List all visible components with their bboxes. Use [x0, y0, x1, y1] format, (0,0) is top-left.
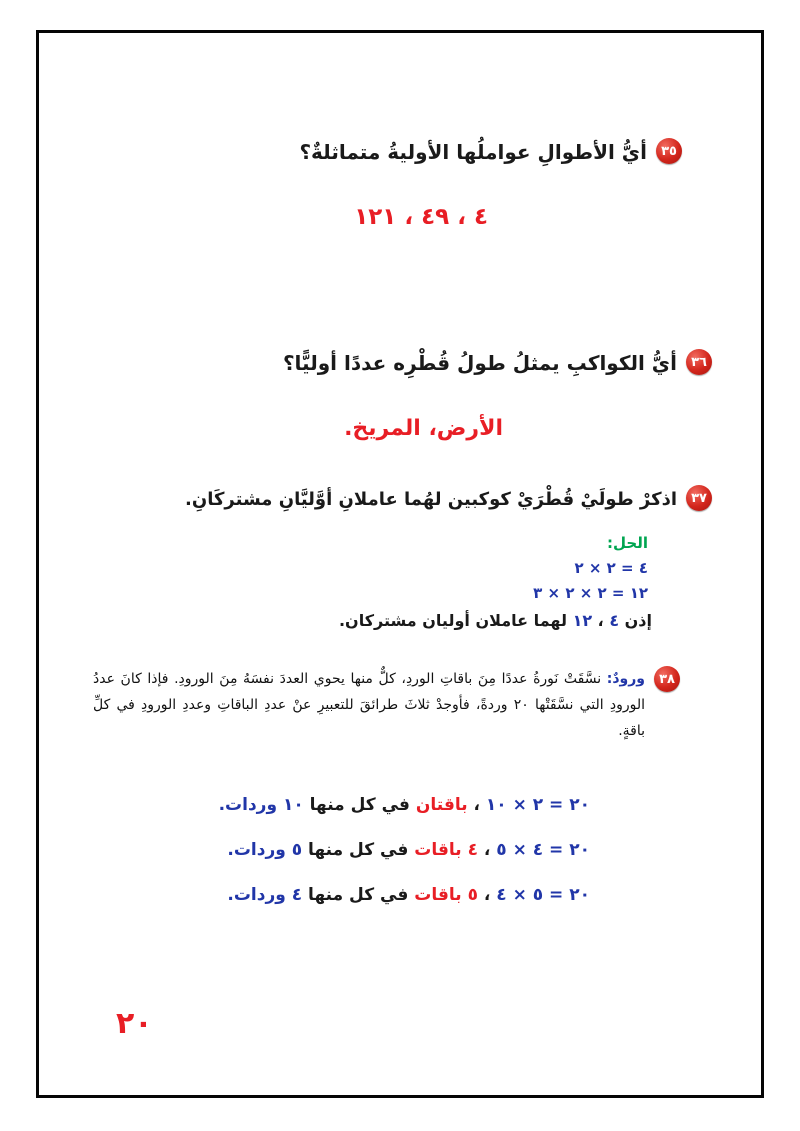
question-36-number-badge: ٣٦: [686, 349, 712, 375]
answer-line-1: [219, 795, 590, 815]
solution-equation-1: ٤ = ٢ × ٢: [574, 559, 648, 577]
page-border-frame: [36, 30, 764, 1098]
solution-label: الحل:: [607, 534, 648, 552]
answer-3-middle: في كل منها: [302, 885, 415, 905]
conclusion-prefix: إذن: [619, 611, 652, 630]
question-37-number-badge: ٣٧: [686, 485, 712, 511]
answer-3-bouquets: ٥ باقات: [414, 885, 478, 905]
question-37: [185, 485, 712, 512]
answer-2-middle: في كل منها: [302, 840, 415, 860]
conclusion-number-2: ١٢: [572, 611, 593, 630]
question-35: [299, 138, 682, 166]
question-36-text: أيُّ الكواكبِ يمثلُ طولُ قُطْرِه عددًا أوليًّا؟: [282, 351, 677, 375]
answer-line-3: [227, 885, 590, 905]
page-number: ٢٠: [116, 1006, 153, 1041]
question-37-text: اذكرْ طولَيْ قُطْرَيْ كوكبين لهُما عاملانِ أوَّليَّانِ مشتركَانِ.: [185, 489, 677, 510]
answer-2-separator: ،: [477, 840, 497, 860]
question-35-number-badge: ٣٥: [656, 138, 682, 164]
question-35-text: أيُّ الأطوالِ عواملُها الأوليةُ متماثلةٌ؟: [299, 140, 647, 164]
question-38-number-badge: ٣٨: [654, 666, 680, 692]
answer-2-bouquets: ٤ باقات: [414, 840, 478, 860]
answer-1-equation: ٢٠ = ٢ × ١٠: [485, 795, 590, 815]
answer-3-equation: ٢٠ = ٥ × ٤: [496, 885, 590, 905]
answer-1-middle: في كل منها: [303, 795, 416, 815]
conclusion-number-1: ٤: [609, 611, 620, 630]
question-38-lead-word: ورودٌ:: [606, 671, 645, 687]
answer-3-roses: ٤ وردات.: [227, 885, 303, 905]
answer-3-separator: ،: [477, 885, 497, 905]
answer-1-roses: ١٠ وردات.: [218, 795, 304, 815]
answer-2-equation: ٢٠ = ٤ × ٥: [496, 840, 590, 860]
question-38-text: [93, 666, 645, 744]
conclusion-suffix: لهما عاملان أوليان مشتركان.: [338, 611, 573, 630]
question-36: [283, 349, 712, 377]
question-35-answer: ٤ ، ٤٩ ، ١٢١: [354, 204, 488, 230]
solution-equation-2: ١٢ = ٢ × ٢ × ٣: [533, 584, 648, 602]
solution-conclusion: [339, 611, 652, 630]
conclusion-comma: ،: [592, 611, 610, 630]
answer-line-2: [227, 840, 590, 860]
question-38-body: نسَّقَتْ نَورةُ عددًا مِنَ باقاتِ الوردِ، كلٌّ منها يحوي العددَ نفسَهُ مِنَ الورودِ. فإذا كانَ عددُ الورودِ التي نسَّقَتْها ٢٠ وردةً، فأوجدْ ثلاثَ طرائقَ للتعبيرِ عنْ عددِ الباقاتِ وعددِ الورودِ في كلِّ باقةٍ.: [93, 671, 645, 739]
question-36-answer: الأرض، المريخ.: [344, 416, 503, 441]
question-38: [93, 666, 680, 744]
answer-2-roses: ٥ وردات.: [227, 840, 303, 860]
answer-1-separator: ،: [467, 795, 486, 815]
answer-1-bouquets: باقتان: [415, 795, 468, 815]
